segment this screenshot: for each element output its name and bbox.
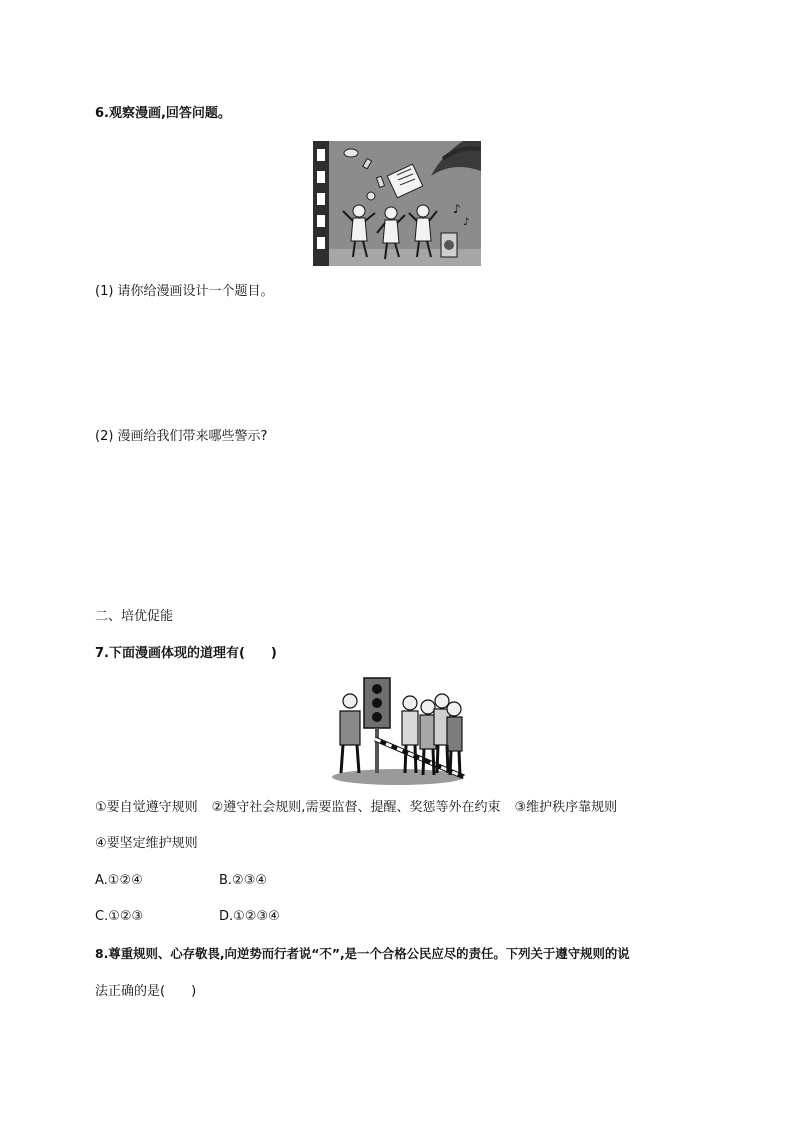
q7-statement-3: ③维护秩序靠规则 <box>514 800 618 815</box>
q7-statement-1: ①要自觉遵守规则 <box>95 800 198 815</box>
q7-option-a[interactable]: A.①②④ <box>95 873 143 888</box>
q7-statement-4: ④要坚定维护规则 <box>95 836 198 851</box>
q6-sub-question-1: (1) 请你给漫画设计一个题目。 <box>95 284 274 299</box>
q8-text-line-1 <box>95 946 630 962</box>
q7-cartoon <box>330 673 466 785</box>
svg-text:♪: ♪ <box>463 217 470 228</box>
q7-title: 7.下面漫画体现的道理有( ) <box>95 646 277 661</box>
q6-cartoon-illustration <box>313 141 481 266</box>
q8-stem-line-2: 法正确的是( ) <box>95 984 197 999</box>
q6-cartoon <box>313 141 481 266</box>
q7-option-b[interactable]: B.②③④ <box>219 873 268 888</box>
q7-option-c[interactable]: C.①②③ <box>95 909 144 924</box>
svg-text:♪: ♪ <box>453 202 461 216</box>
q6-sub-question-2: (2) 漫画给我们带来哪些警示? <box>95 429 268 444</box>
q8-stem-line-1: 8.尊重规则、心存敬畏,向逆势而行者说“不”,是一个合格公民应尽的责任。下列关于遵守规则的说 <box>95 946 630 961</box>
q6-title: 6.观察漫画,回答问题。 <box>95 106 231 121</box>
q7-statements-line-1 <box>95 800 617 816</box>
q7-option-d[interactable]: D.①②③④ <box>219 909 280 924</box>
q7-statement-2: ②遵守社会规则,需要监督、提醒、奖惩等外在约束 <box>211 800 501 815</box>
q7-cartoon-illustration <box>330 673 466 785</box>
section-heading: 二、培优促能 <box>95 609 174 624</box>
